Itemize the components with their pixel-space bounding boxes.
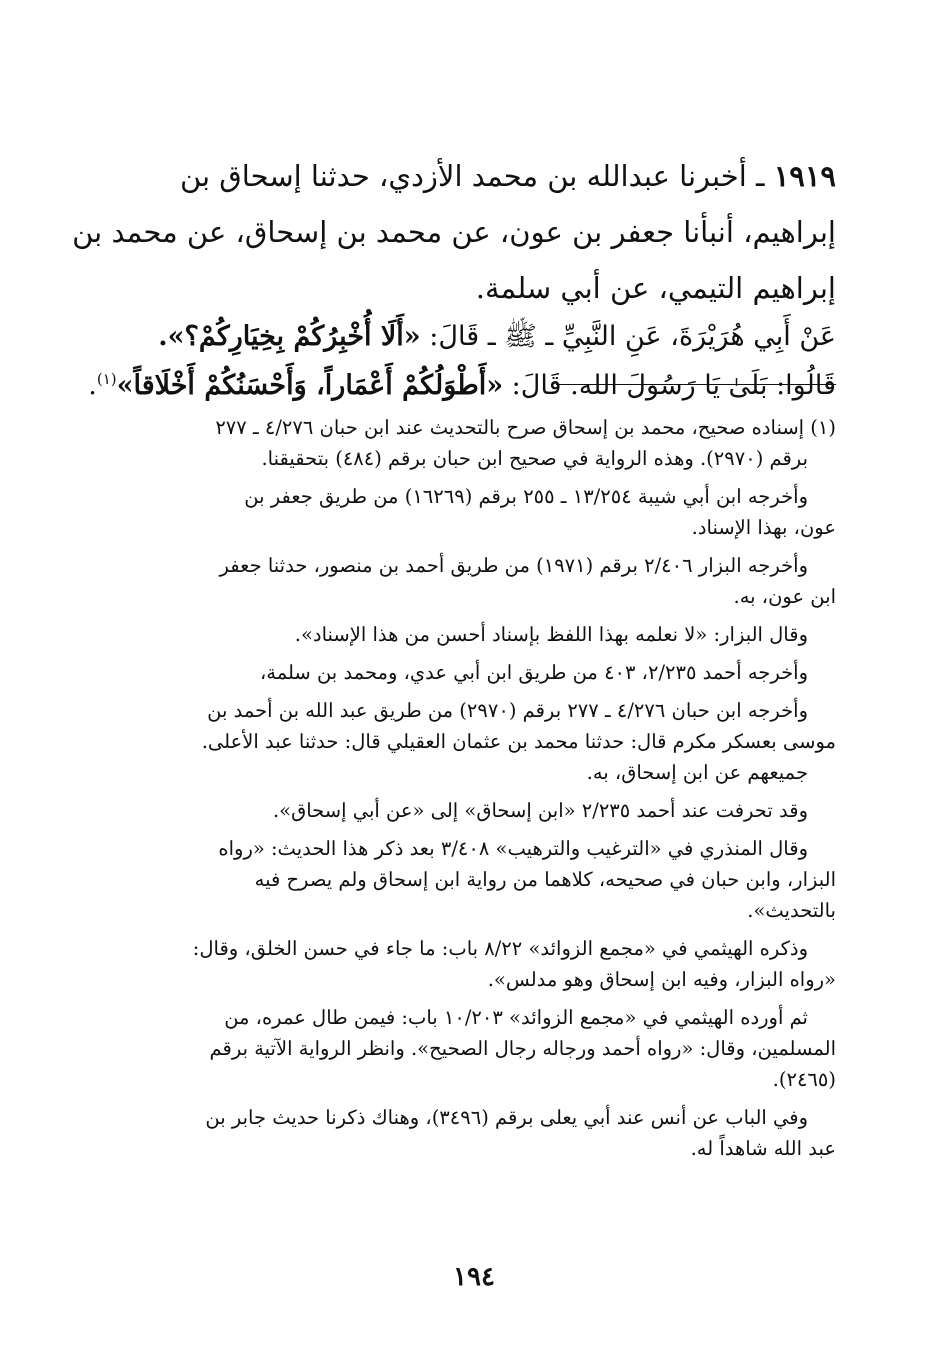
- isnad-line: إبراهيم التيمي، عن أبي سلمة.: [475, 271, 836, 305]
- footnote-line: وقال البزار: «لا نعلمه بهذا اللفظ بإسناد أحسن من هذا الإسناد».: [294, 623, 808, 646]
- footnote-line: وقال المنذري في «الترغيب والترهيب» ٣/٤٠٨ بعد ذكر هذا الحديث: «رواه: [218, 837, 808, 860]
- footnote-line: ثم أورده الهيثمي في «مجمع الزوائد» ١٠/٢٠٣ باب: فيمن طال عمره، من: [224, 1006, 808, 1029]
- footnote-line: وأخرجه ابن أبي شيبة ١٣/٢٥٤ ـ ٢٥٥ برقم (١٦٢٦٩) من طريق جعفر بن: [244, 485, 808, 508]
- prophet-quote: «أَلَا أُخْبِرُكُمْ بِخِيَارِكُمْ؟».: [158, 321, 421, 352]
- page-number: ١٩٤: [453, 1262, 495, 1292]
- isnad-line: ١٩١٩ ـ أخبرنا عبدالله بن محمد الأزدي، حدثنا إسحاق بن: [179, 159, 836, 193]
- footnote-line: (٢٤٦٥).: [772, 1068, 836, 1091]
- footnote-line: عون، بهذا الإسناد.: [691, 516, 836, 539]
- footnote-line: بالتحديث».: [747, 899, 836, 922]
- prophet-quote: «أَطْوَلُكُمْ أَعْمَاراً، وَأَحْسَنُكُمْ أَخْلَاقاً»: [116, 370, 504, 401]
- footnote-reference: (١): [96, 370, 117, 388]
- footnote-line: البزار، وابن حبان في صحيحه، كلاهما من رواية ابن إسحاق ولم يصرح فيه: [254, 868, 836, 891]
- footnote-line: وذكره الهيثمي في «مجمع الزوائد» ٨/٢٢ باب: ما جاء في حسن الخلق، وقال:: [192, 937, 808, 960]
- hadith-block: [72, 148, 836, 401]
- footnote-line: وفي الباب عن أنس عند أبي يعلى برقم (٣٤٩٦)، وهناك ذكرنا حديث جابر بن: [205, 1106, 808, 1129]
- footnote-line: «رواه البزار، وفيه ابن إسحاق وهو مدلس».: [487, 968, 836, 991]
- matn-line: عَنْ أَبِي هُرَيْرَةَ، عَنِ النَّبِيِّ ـ ﷺ ـ قَالَ: «أَلَا أُخْبِرُكُمْ بِخِيَارِكُمْ؟».: [158, 321, 836, 352]
- footnote-line: (١) إسناده صحيح، محمد بن إسحاق صرح بالتحديث عند ابن حبان ٤/٢٧٦ ـ ٢٧٧: [215, 416, 836, 439]
- footnote-line: وأخرجه البزار ٢/٤٠٦ برقم (١٩٧١) من طريق أحمد بن منصور، حدثنا جعفر: [219, 554, 808, 577]
- matn-line: قَالُوا: بَلَىٰ يَا رَسُولَ الله. قَالَ: «أَطْوَلُكُمْ أَعْمَاراً، وَأَحْسَنُكُمْ أَخْلَاقاً»$^{(١)}$.: [88, 370, 836, 401]
- footnote-line: جميعهم عن ابن إسحاق، به.: [586, 761, 808, 784]
- isnad-line: إبراهيم، أنبأنا جعفر بن عون، عن محمد بن إسحاق، عن محمد بن: [72, 215, 836, 249]
- footnotes: [108, 412, 836, 1164]
- hadith-number: ١٩١٩: [773, 159, 836, 193]
- footnote-line: المسلمين، وقال: «رواه أحمد ورجاله رجال الصحيح». وانظر الرواية الآتية برقم: [209, 1037, 836, 1060]
- footnote-line: موسى بعسكر مكرم قال: حدثنا محمد بن عثمان العقيلي قال: حدثنا عبد الأعلى.: [201, 730, 836, 753]
- footnote-line: عبد الله شاهداً له.: [690, 1137, 836, 1160]
- footnote-separator: [556, 384, 836, 385]
- footnote-line: ابن عون، به.: [733, 585, 836, 608]
- footnote-line: وقد تحرفت عند أحمد ٢/٢٣٥ «ابن إسحاق» إلى «عن أبي إسحاق».: [272, 799, 808, 822]
- footnote-line: وأخرجه أحمد ٢/٢٣٥، ٤٠٣ من طريق ابن أبي عدي، ومحمد بن سلمة،: [259, 661, 808, 684]
- footnote-line: وأخرجه ابن حبان ٤/٢٧٦ ـ ٢٧٧ برقم (٢٩٧٠) من طريق عبد الله بن أحمد بن: [207, 699, 808, 722]
- footnote-line: برقم (٢٩٧٠). وهذه الرواية في صحيح ابن حبان برقم (٤٨٤) بتحقيقنا.: [261, 447, 808, 470]
